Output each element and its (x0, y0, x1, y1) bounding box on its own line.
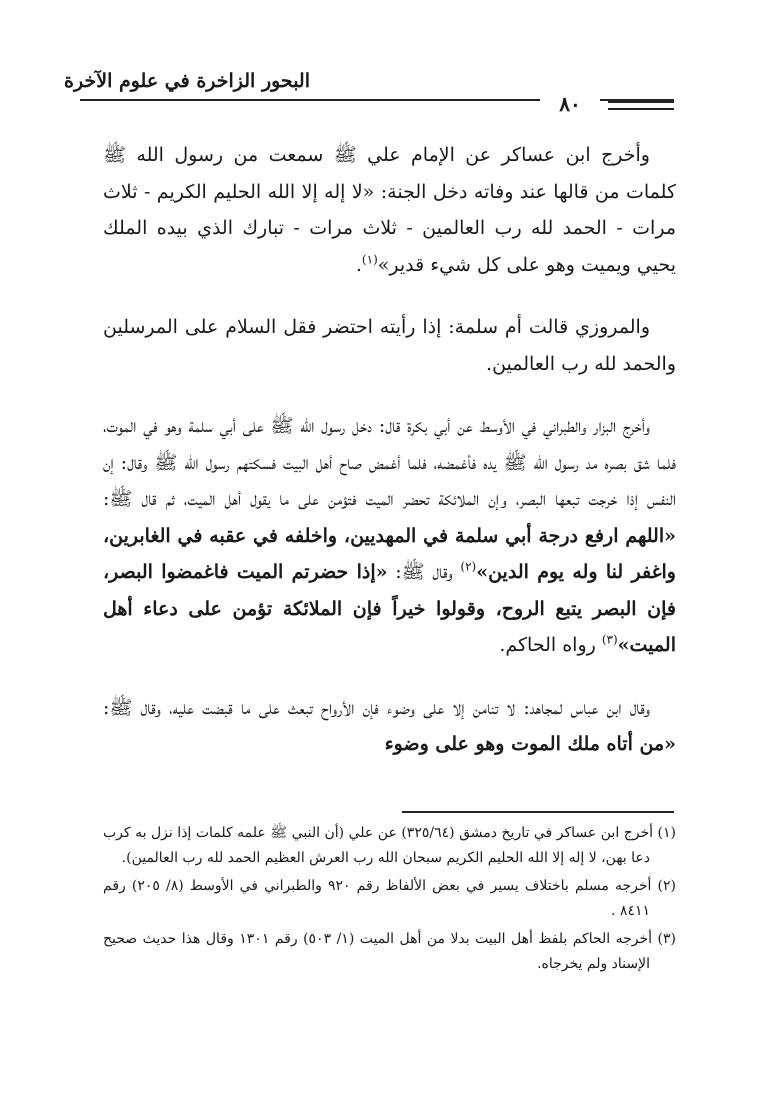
hadith-quote-2: «إذا حضرتم الميت فاغمضوا البصر، فإن البصر يتبع الروح، وقولوا خيراً فإن الملائكة تؤمن على دعاء أهل الميت» (103, 561, 676, 656)
footnotes (103, 821, 676, 980)
paragraph-3-text-a: وأخرج البزار والطبراني في الأوسط عن أبي بكرة قال: دخل رسول الله ﷺ على أبي سلمة وهو في الموت، فلما شق بصره مد رسول الله ﷺ يده فأغمضه، فلما أغمض صاح أهل البيت فسكتهم رسول الله ﷺ وقال: إن النفس إذا خرجت تبعها البصر، وإن الملائكة تحضر الميت فتؤمن على ما يقول أهل الميت، ثم قال ﷺ: (103, 415, 676, 510)
paragraph-3 (103, 408, 676, 664)
hadith-quote-1: «اللهم ارفع درجة أبي سلمة في المهديين، واخلفه في عقبه في الغابرين، واغفر لنا وله يوم الدين» (103, 524, 676, 583)
footnote-separator (402, 811, 674, 813)
footnote-1: (١) أخرج ابن عساكر في تاريخ دمشق (٣٢٥/٦٤) عن علي (أن النبي ﷺ علمه كلمات إذا نزل به كرب دعا بهن، لا إله إلا الله الحليم الكريم سبحان الله رب العرش العظيم الحمد لله رب العالمين). (103, 825, 676, 866)
footnote-2: (٢) أخرجه مسلم باختلاف يسير في بعض الألفاظ رقم ٩٢٠ والطبراني في الأوسط (٨/ ٢٠٥) رقم ٨٤١١ . (103, 878, 676, 919)
paragraph-1 (103, 137, 676, 283)
hadith-quote-3: «من أتاه ملك الموت وهو على وضوء (384, 733, 676, 755)
paragraph-4 (103, 690, 676, 763)
footnote-ref-2: (٢) (460, 559, 477, 574)
footnote-ref-3: (٣) (601, 632, 618, 647)
paragraph-4-text: وقال ابن عباس لمجاهد: لا تنامن إلا على وضوء فإن الأرواح تبعث على ما قبضت عليه، وقال ﷺ: (103, 696, 650, 719)
page-number: ٨٠ (540, 92, 600, 116)
paragraph-1-end: . (355, 253, 362, 276)
footnote-3: (٣) أخرجه الحاكم بلفظ أهل البيت بدلا من أهل الميت (١/ ٥٠٣) رقم ١٣٠١ وقال هذا حديث صحيح الإسناد ولم يخرجاه. (103, 931, 676, 972)
paragraph-1-text: وأخرج ابن عساكر عن الإمام علي ﷺ سمعت من رسول الله ﷺ كلمات من قالها عند وفاته دخل الجنة: «لا إله إلا الله الحليم الكريم - ثلاث مرات - الحمد لله رب العالمين - ثلاث مرات - تبارك الذي بيده الملك يحيي ويميت وهو على كل شيء قدير» (103, 144, 676, 276)
header-double-rule (608, 101, 674, 110)
main-text (103, 137, 676, 789)
running-header-title: البحور الزاخرة في علوم الآخرة (64, 70, 310, 92)
footnote-ref-1: (١) (361, 252, 378, 267)
paragraph-3-text-c: رواه الحاكم. (499, 634, 602, 656)
paragraph-2: والمروزي قالت أم سلمة: إذا رأيته احتضر فقل السلام على المرسلين والحمد لله رب العالمين. (103, 316, 676, 375)
paragraph-3-text-b: وقال ﷺ: (387, 561, 461, 583)
